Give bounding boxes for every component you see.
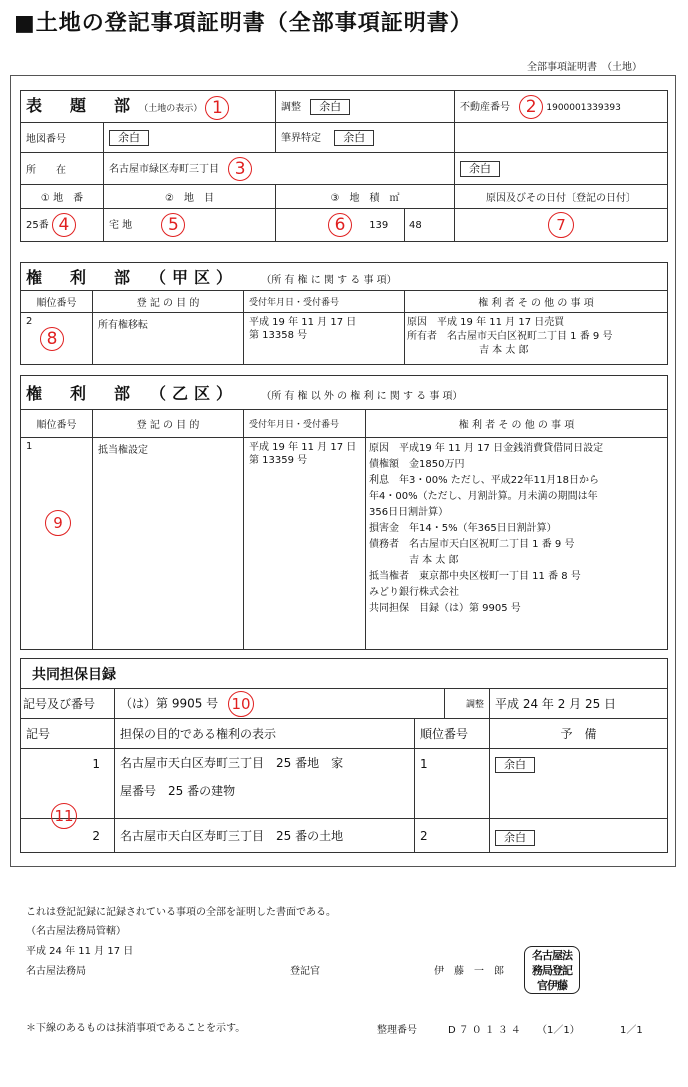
kyodo-row-line2: 屋番号 25 番の建物 — [120, 784, 236, 798]
koku-mokuteki-header: 登 記 の 目 的 — [136, 298, 200, 309]
marker-11: 11 — [51, 803, 77, 829]
kyodo-mokuteki-header: 担保の目的である権利の表示 — [120, 727, 277, 741]
koku-heading: 権 利 部 （甲区） — [26, 268, 239, 287]
kyodo-row-yobi: 余白 — [495, 757, 535, 773]
certification-statement: これは登記記録に記録されている事項の全部を証明した書面である。 — [26, 907, 336, 918]
marker-4: 4 — [52, 213, 76, 237]
kyodo-yobi-header: 予 備 — [560, 727, 597, 741]
otsu-juni-value: 1 — [26, 441, 33, 452]
otsu-kenri-lines — [366, 438, 668, 650]
otsu-kenri-line: 年4・00%（ただし、月割計算。月未満の期間は年 — [369, 491, 598, 502]
kyodo-row-yobi: 余白 — [495, 830, 535, 846]
marker-8: 8 — [40, 327, 64, 351]
kyodo-row-no: 1 — [92, 757, 100, 771]
koku-uketsuke-number: 第 13358 号 — [249, 330, 308, 341]
deletion-note: ＊下線のあるものは抹消事項であることを示す。 — [26, 1023, 246, 1034]
otsu-kenri-line: 損害金 年14・5%（年365日日割計算） — [369, 523, 557, 534]
otsu-mokuteki-value: 抵当権設定 — [98, 445, 148, 456]
official-seal-stamp: 名古屋法 務局登記 官伊藤 — [524, 946, 580, 994]
otsu-uketsuke-header: 受付年月日・受付番号 — [249, 420, 340, 430]
kigo-label: 記号及び番号 — [23, 697, 96, 711]
table-row — [21, 819, 668, 853]
koku-section — [20, 262, 668, 365]
shozai-value: 名古屋市緑区寿町三丁目 — [109, 163, 219, 175]
kyodo-row-juni: 1 — [420, 757, 428, 771]
otsu-uketsuke-date: 平成 19 年 11 月 17 日 — [249, 442, 357, 453]
hyodai-heading: 表 題 部 — [26, 96, 137, 115]
official-label: 登記官 — [290, 966, 320, 977]
page-indicator-b: 1／1 — [620, 1025, 643, 1036]
otsu-kenri-line: みどり銀行株式会社 — [369, 587, 459, 598]
otsu-kenri-line: 抵当権者 東京都中央区桜町一丁目 11 番 8 号 — [369, 571, 581, 582]
kyodo-chosei-label: 調整 — [465, 700, 484, 710]
otsu-kenri-line: 利息 年3・00% ただし、平成22年11月18日から — [369, 475, 599, 486]
seiri-value: D７０１３４ — [448, 1025, 524, 1036]
seiri-label: 整理番号 — [377, 1025, 417, 1036]
kyodo-chosei-value: 平成 24 年 2 月 25 日 — [495, 697, 617, 711]
koku-mokuteki-value: 所有権移転 — [98, 320, 148, 331]
koku-heading-sub: （所 有 権 に 関 す る 事 項） — [261, 275, 397, 286]
kyodo-row-no: 2 — [92, 828, 100, 843]
marker-1: 1 — [205, 96, 229, 120]
otsu-heading: 権 利 部 （乙区） — [26, 384, 239, 403]
kyodo-tanpo-section — [20, 658, 668, 853]
col-chimoku-header: ② 地 目 — [165, 193, 214, 204]
hyodai-heading-sub: （土地の表示） — [139, 104, 203, 114]
col-genin-header: 原因及びその日付〔登記の日付〕 — [486, 193, 636, 204]
chiseki-int-value: 139 — [369, 220, 389, 231]
otsu-mokuteki-header: 登 記 の 目 的 — [136, 420, 200, 431]
chizu-value: 余白 — [109, 130, 149, 146]
kyodo-row-line1: 名古屋市天白区寿町三丁目 25 番地 家 — [120, 756, 344, 770]
hikkai-label: 筆界特定 — [281, 133, 321, 144]
page-indicator-a: （1／1） — [537, 1025, 580, 1036]
kyodo-heading: 共同担保目録 — [32, 666, 116, 683]
koku-juni-value: 2 — [26, 316, 33, 327]
fudosan-value: 1900001339393 — [546, 102, 621, 113]
chimoku-value: 宅 地 — [109, 220, 133, 231]
otsu-heading-sub: （所 有 権 以 外 の 権 利 に 関 す る 事 項） — [261, 391, 463, 402]
koku-uketsuke-header: 受付年月日・受付番号 — [249, 298, 340, 308]
koku-kenri-shoyusha: 所有者 名古屋市天白区祝町二丁目 1 番 9 号 — [407, 331, 613, 342]
otsu-uketsuke-number: 第 13359 号 — [249, 455, 308, 466]
koku-juni-header: 順位番号 — [36, 298, 77, 309]
official-name: 伊 藤 一 郎 — [434, 966, 504, 977]
kyodo-juni-header: 順位番号 — [420, 727, 469, 741]
otsu-kenri-line: 原因 平成19 年 11 月 17 日金銭消費貸借同日設定 — [369, 443, 604, 454]
chizu-label: 地図番号 — [26, 134, 66, 145]
chiban-value: 25番 — [26, 220, 49, 231]
marker-7: 7 — [548, 212, 574, 238]
certificate-type: 全部事項証明書 （土地） — [527, 62, 642, 73]
issue-date: 平成 24 年 11 月 17 日 — [26, 946, 134, 957]
otsu-kenri-line: 吉 本 太 郎 — [369, 555, 459, 566]
otsu-kenri-line: 356日日割計算） — [369, 507, 449, 518]
otsu-kenri-line: 共同担保 目録（は）第 9905 号 — [369, 603, 521, 614]
otsu-juni-header: 順位番号 — [36, 420, 77, 431]
table-row — [21, 749, 668, 819]
jurisdiction: （名古屋法務局管轄） — [26, 926, 126, 937]
fudosan-label: 不動産番号 — [460, 101, 510, 113]
koku-uketsuke-date: 平成 19 年 11 月 17 日 — [249, 317, 357, 328]
marker-9: 9 — [45, 510, 71, 536]
koku-kenrisha-header: 権 利 者 そ の 他 の 事 項 — [478, 298, 594, 309]
col-chiban-header: ① 地 番 — [40, 193, 84, 204]
shozai-right-value: 余白 — [460, 161, 500, 177]
otsu-section — [20, 375, 668, 650]
koku-kenri-genin: 原因 平成 19 年 11 月 17 日売買 — [407, 317, 565, 328]
shozai-label: 所 在 — [26, 165, 66, 176]
marker-6: 6 — [328, 213, 352, 237]
marker-3: 3 — [228, 157, 252, 181]
hikkai-value: 余白 — [334, 130, 374, 146]
chosei-label: 調整 — [281, 102, 301, 113]
marker-5: 5 — [161, 213, 185, 237]
kyodo-kigo-header: 記号 — [26, 727, 51, 741]
kyodo-row-juni: 2 — [420, 828, 428, 843]
otsu-kenrisha-header: 権 利 者 そ の 他 の 事 項 — [458, 420, 575, 431]
chosei-value: 余白 — [310, 99, 350, 115]
hyodai-section — [20, 90, 668, 242]
kyodo-row-line1: 名古屋市天白区寿町三丁目 25 番の土地 — [120, 829, 344, 843]
otsu-kenri-line: 債権額 金1850万円 — [369, 459, 465, 470]
marker-10: 10 — [228, 691, 254, 717]
otsu-kenri-line: 債務者 名古屋市天白区祝町二丁目 1 番 9 号 — [369, 539, 575, 550]
chiseki-dec-value: 48 — [409, 219, 422, 231]
page-title: ■土地の登記事項証明書（全部事項証明書） — [14, 11, 473, 36]
col-chiseki-header: ③ 地 積 ㎡ — [330, 193, 400, 204]
koku-kenri-name: 吉 本 太 郎 — [479, 345, 529, 356]
issuing-office: 名古屋法務局 — [26, 966, 86, 977]
kigo-value: （は）第 9905 号 — [120, 696, 219, 710]
marker-2: 2 — [519, 95, 543, 119]
